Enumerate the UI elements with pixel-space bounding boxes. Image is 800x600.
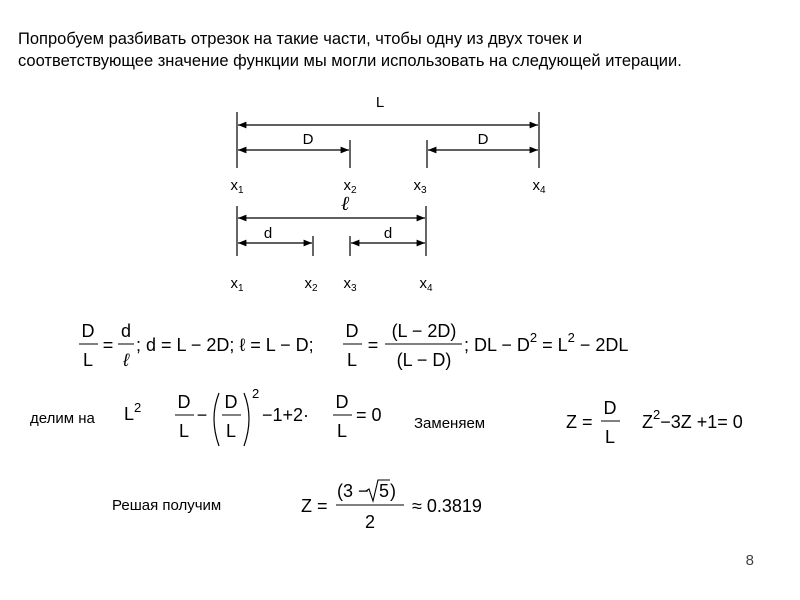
- eq2-frac2-den: L: [225, 421, 237, 441]
- eq3-frac-den: L: [604, 427, 616, 447]
- eq1-frac2-den: ℓ: [123, 350, 129, 370]
- eq2-paren-right: [244, 393, 249, 446]
- label-ell: ℓ: [340, 193, 350, 215]
- eq1-eq2: =: [367, 335, 379, 355]
- equation-2: [124, 386, 382, 446]
- point-x3-d2: $x_3$: [343, 275, 357, 294]
- label-D-left: D: [302, 131, 314, 148]
- eq4-lhs: Z =: [301, 496, 328, 516]
- label-L: L: [375, 94, 385, 111]
- eq1-frac4-den: (L − D): [396, 350, 452, 370]
- eq4-den: 2: [364, 512, 376, 532]
- diagram-1: [237, 112, 539, 168]
- point-x2-d2: $x_2$: [304, 275, 318, 294]
- divide-by: $L^2$: [124, 400, 142, 424]
- eq1-frac3-num: D: [345, 321, 359, 341]
- eq2-frac1-den: L: [178, 421, 190, 441]
- label-d-right: d: [383, 225, 393, 242]
- point-x1-d1: $x_1$: [230, 177, 244, 196]
- eq3-lhs: Z =: [566, 412, 593, 432]
- page-number: 8: [745, 552, 754, 569]
- eq2-frac3-num: D: [335, 392, 349, 412]
- eq4-rest: ≈ 0.3819: [412, 496, 482, 516]
- eq1-frac4-num: (L − 2D): [391, 321, 457, 341]
- point-x3-d1: $x_3$: [413, 177, 427, 196]
- eq4-num-root: 5: [379, 481, 390, 501]
- solve-label: Решая получим: [112, 497, 222, 514]
- eq1-frac2-num: d: [120, 321, 132, 341]
- equation-3: [566, 398, 743, 447]
- eq2-end: = 0: [356, 405, 382, 425]
- eq3-rest: $Z^2-3Z +1= 0$: [642, 407, 743, 432]
- eq2-frac2-num: D: [224, 392, 238, 412]
- eq1-tail: ; DL − $D^2 = L^2 - 2DL$: [464, 330, 629, 355]
- eq2-frac1-num: D: [177, 392, 191, 412]
- eq1-frac1-den: L: [82, 350, 94, 370]
- label-D-right: D: [477, 131, 489, 148]
- point-x4-d1: $x_4$: [532, 177, 546, 196]
- eq1-frac3-den: L: [346, 350, 358, 370]
- eq3-frac-num: D: [603, 398, 617, 418]
- intro-line-1: Попробуем разбивать отрезок на такие части, чтобы одну из двух точек и: [18, 30, 583, 48]
- equation-1: [79, 321, 628, 370]
- eq2-frac3-den: L: [336, 421, 348, 441]
- eq2-rest: −1+2·: [262, 405, 310, 425]
- eq4-num-open: (3 −: [337, 481, 369, 501]
- eq1-rest1: ; d = L − 2D; ℓ = L − D;: [136, 335, 314, 355]
- equation-4: [301, 480, 482, 532]
- intro-line-2: соответствующее значение функции мы могли использовать на следующей итерации.: [18, 52, 682, 70]
- point-x4-d2: $x_4$: [419, 275, 433, 294]
- eq4-num-close: ): [390, 481, 396, 501]
- point-x1-d2: $x_1$: [230, 275, 244, 294]
- eq1-eq: =: [102, 335, 114, 355]
- label-d-left: d: [263, 225, 273, 242]
- eq2-minus: −: [196, 405, 208, 425]
- replace-label: Заменяем: [414, 415, 486, 432]
- divide-label: делим на: [30, 410, 95, 427]
- eq1-frac1-num: D: [81, 321, 95, 341]
- eq4-sqrt: [366, 480, 390, 501]
- point-x2-d1: $x_2$: [343, 177, 357, 196]
- eq2-exp: 2: [252, 386, 260, 401]
- eq2-paren-left: [214, 393, 219, 446]
